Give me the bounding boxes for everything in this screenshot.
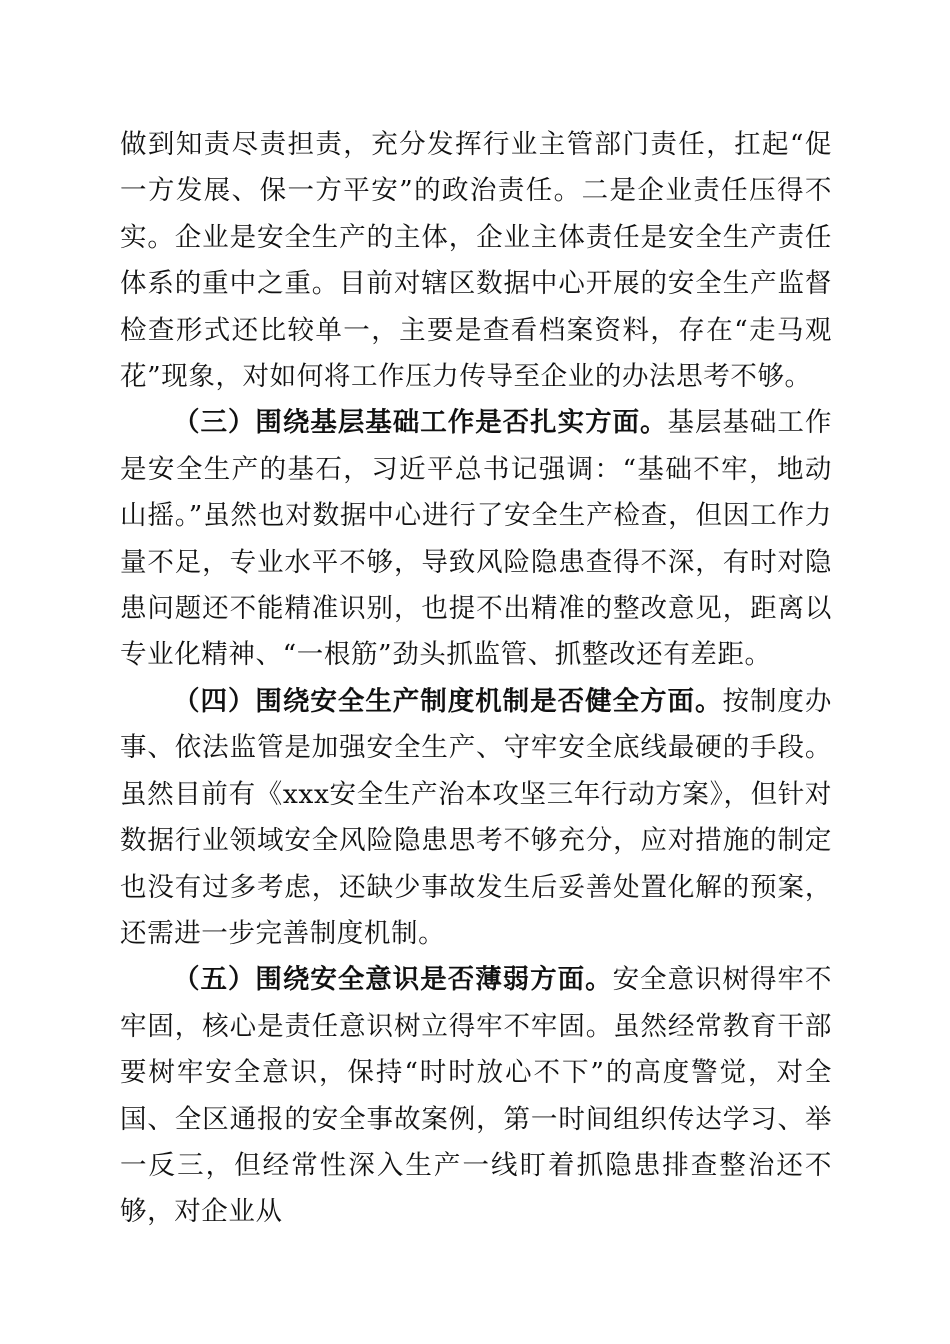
section-heading: （五）围绕安全意识是否薄弱方面。	[173, 964, 613, 996]
paragraph-section-4	[120, 679, 832, 957]
paragraph-continuation	[120, 122, 832, 400]
section-heading: （四）围绕安全生产制度机制是否健全方面。	[173, 685, 723, 717]
paragraph-body: 安全意识树得牢不牢固，核心是责任意识树立得牢不牢固。虽然经常教育干部要树牢安全意识，保持“时时放心不下”的高度警觉，对全国、全区通报的安全事故案例，第一时间组织传达学习、举一反三，但经常性深入生产一线盯着抓隐患排查整治还不够，对企业从	[120, 964, 832, 1228]
paragraph-body: 按制度办事、依法监管是加强安全生产、守牢安全底线最硬的手段。虽然目前有《xxx安全生产治本攻坚三年行动方案》，但针对数据行业领域安全风险隐患思考不够充分，应对措施的制定也没有过多考虑，还缺少事故发生后妥善处置化解的预案，还需进一步完善制度机制。	[120, 685, 833, 949]
paragraph-body: 基层基础工作是安全生产的基石，习近平总书记强调：“基础不牢，地动山摇。”虽然也对数据中心进行了安全生产检查，但因工作力量不足，专业水平不够，导致风险隐患查得不深，有时对隐患问题还不能精准识别，也提不出精准的整改意见，距离以专业化精神、“一根筋”劲头抓监管、抓整改还有差距。	[120, 407, 832, 671]
document-body	[120, 122, 832, 1236]
paragraph-section-3	[120, 400, 832, 678]
paragraph-body: 做到知责尽责担责，充分发挥行业主管部门责任，扛起“促一方发展、保一方平安”的政治责任。二是企业责任压得不实。企业是安全生产的主体，企业主体责任是安全生产责任体系的重中之重。目前对辖区数据中心开展的安全生产监督检查形式还比较单一，主要是查看档案资料，存在“走马观花”现象，对如何将工作压力传导至企业的办法思考不够。	[120, 129, 832, 393]
section-heading: （三）围绕基层基础工作是否扎实方面。	[173, 407, 668, 439]
paragraph-section-5	[120, 957, 832, 1235]
